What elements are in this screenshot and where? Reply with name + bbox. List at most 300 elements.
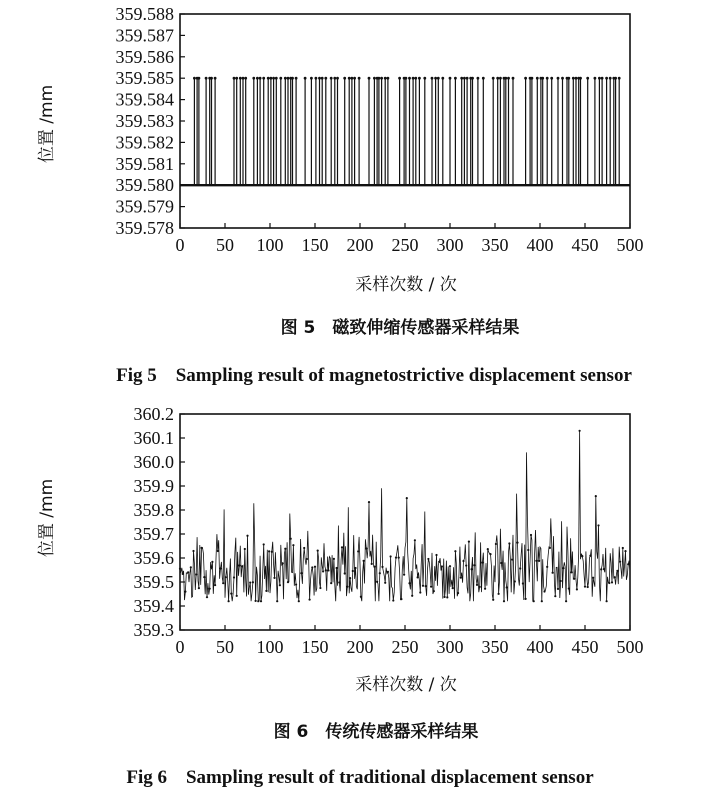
fig5-ytick-label: 359.587	[115, 25, 174, 46]
fig5-ytick-label: 359.582	[115, 132, 174, 153]
fig6-signal-point	[341, 546, 343, 548]
fig6-signal-point	[444, 596, 446, 598]
fig6-signal-point	[597, 524, 599, 526]
fig5-spike-point	[368, 77, 371, 80]
fig5-spike-point	[333, 77, 336, 80]
fig6-signal-point	[314, 566, 316, 568]
fig6-ytick-label: 360.0	[133, 452, 174, 472]
fig5-xtick-label: 250	[391, 235, 419, 255]
fig5-spike-point	[572, 77, 575, 80]
fig6-signal-point	[433, 590, 435, 592]
fig6-ytick-label: 360.2	[133, 404, 174, 424]
fig6-signal-point	[298, 600, 300, 602]
fig6-signal-point	[217, 550, 219, 552]
fig6-signal-point	[476, 584, 478, 586]
fig5-spike-point	[330, 77, 333, 80]
fig6-xtick-label: 500	[616, 637, 644, 657]
fig5-spike-point	[531, 77, 534, 80]
fig6-signal-point	[527, 549, 529, 551]
fig5-spike-point	[575, 77, 578, 80]
fig6-signal-point	[201, 547, 203, 549]
fig6-xtick-label: 50	[216, 637, 234, 657]
fig5-spike-point	[353, 77, 356, 80]
fig5-spike-point	[205, 77, 208, 80]
fig6-signal-point	[565, 600, 567, 602]
fig6-signal-point	[349, 577, 351, 579]
fig6-signal-point	[530, 534, 532, 536]
fig5-spike-point	[262, 77, 265, 80]
fig5-xtick-label: 450	[571, 235, 599, 255]
fig6-signal-point	[570, 571, 572, 573]
fig6-signal-point	[435, 554, 437, 556]
fig6-signal-point	[333, 558, 335, 560]
fig6-signal-point	[581, 555, 583, 557]
fig6-signal-point	[495, 543, 497, 545]
fig5-spike-point	[550, 77, 553, 80]
fig6-signal-point	[198, 587, 200, 589]
fig5-spike-point	[348, 77, 351, 80]
fig5-spike-point	[609, 77, 612, 80]
fig6-ytick-label: 359.8	[133, 500, 174, 520]
fig6-signal-point	[481, 561, 483, 563]
fig6-signal-point	[311, 566, 313, 568]
fig5-spike-point	[378, 77, 381, 80]
fig5-spike-point	[275, 77, 278, 80]
fig6-signal-point	[384, 582, 386, 584]
fig5-ylabel: 位置 /mm	[37, 84, 57, 164]
fig5-spike-point	[193, 77, 196, 80]
chart-fig6	[134, 404, 644, 657]
fig6-xtick-label: 250	[391, 637, 419, 657]
fig5-spike-point	[315, 77, 318, 80]
fig6-signal-point	[187, 571, 189, 573]
fig6-signal-point	[616, 570, 618, 572]
fig6-signal-point	[546, 566, 548, 568]
fig5-xtick-label: 150	[301, 235, 329, 255]
fig6-xtick-label: 300	[436, 637, 464, 657]
fig5-spike-point	[252, 77, 255, 80]
fig6-signal-point	[276, 600, 278, 602]
fig6-signal-point	[411, 595, 413, 597]
fig6-signal-point	[203, 576, 205, 578]
fig5-spike-point	[291, 77, 294, 80]
fig6-signal-point	[522, 582, 524, 584]
fig6-signal-point	[468, 541, 470, 543]
fig6-signal-point	[252, 581, 254, 583]
fig6-signal-point	[454, 550, 456, 552]
fig6-signal-point	[600, 568, 602, 570]
fig5-spike-point	[351, 77, 354, 80]
fig5-spike-point	[295, 77, 298, 80]
fig6-signal-point	[516, 541, 518, 543]
fig6-signal-point	[398, 557, 400, 559]
fig5-spike-point	[310, 77, 313, 80]
fig6-signal-point	[408, 582, 410, 584]
fig6-signal-point	[279, 584, 281, 586]
fig6-signal-point	[419, 591, 421, 593]
fig6-signal-point	[592, 577, 594, 579]
fig6-signal-point	[552, 572, 554, 574]
fig6-signal-point	[438, 561, 440, 563]
fig5-spike-point	[405, 77, 408, 80]
fig5-spike-point	[499, 77, 502, 80]
fig6-signal-point	[330, 582, 332, 584]
fig6-signal-point	[249, 581, 251, 583]
fig6-signal-point	[211, 561, 213, 563]
fig5-xtick-label: 200	[346, 235, 374, 255]
fig6-signal-point	[222, 582, 224, 584]
fig6-signal-point	[603, 568, 605, 570]
fig5-spike-point	[233, 77, 236, 80]
fig5-spike-point	[373, 77, 376, 80]
fig6-signal-point	[533, 600, 535, 602]
fig6-signal-point	[549, 547, 551, 549]
fig6-signal-point	[508, 542, 510, 544]
fig6-signal-point	[336, 567, 338, 569]
fig6-ytick-label: 359.7	[133, 524, 174, 544]
fig5-ytick-label: 359.586	[115, 46, 174, 67]
fig6-signal-point	[379, 572, 381, 574]
fig5-spike-point	[437, 77, 440, 80]
fig5-xtick-label: 500	[616, 235, 644, 255]
fig5-xtick-label: 400	[526, 235, 554, 255]
fig6-signal-point	[400, 598, 402, 600]
fig6-signal-point	[395, 556, 397, 558]
fig6-xtick-label: 0	[175, 637, 185, 657]
fig6-signal-point	[500, 562, 502, 564]
fig5-spike-point	[398, 77, 401, 80]
fig5-spike-point	[284, 77, 287, 80]
fig5-spike-point	[408, 77, 411, 80]
fig6-signal-point	[263, 543, 265, 545]
fig6-ytick-label: 359.9	[133, 476, 174, 496]
fig6-ytick-label: 359.4	[133, 596, 174, 616]
fig5-xlabel: 采样次数 / 次	[355, 275, 457, 295]
fig5-spike-point	[279, 77, 282, 80]
fig6-signal-point	[230, 593, 232, 595]
fig5-ytick-label: 359.583	[115, 111, 174, 131]
fig6-signal-point	[484, 588, 486, 590]
fig6-signal-point	[255, 600, 257, 602]
fig5-spike-point	[536, 77, 539, 80]
fig6-ytick-label: 359.6	[133, 548, 174, 568]
fig6-signal-point	[403, 574, 405, 576]
fig6-signal-point	[184, 591, 186, 593]
fig6-xtick-label: 200	[346, 637, 374, 657]
fig5-ytick-label: 359.580	[115, 175, 174, 196]
fig6-signal-point	[608, 582, 610, 584]
fig6-signal-point	[492, 599, 494, 601]
chart-fig5	[116, 4, 644, 255]
fig5-spike-point	[423, 77, 426, 80]
fig6-signal-point	[209, 588, 211, 590]
fig6-signal-point	[338, 581, 340, 583]
fig6-signal-point	[241, 565, 243, 567]
fig6-signal-point	[425, 585, 427, 587]
fig6-signal-point	[236, 595, 238, 597]
fig6-signal-point	[357, 550, 359, 552]
fig6-signal-point	[268, 550, 270, 552]
fig5-spike-point	[358, 77, 361, 80]
fig5-spike-point	[244, 77, 247, 80]
fig6-xtick-label: 400	[526, 637, 554, 657]
fig5-spike-point	[259, 77, 262, 80]
fig5-spike-point	[198, 77, 201, 80]
fig6-signal-point	[392, 599, 394, 601]
fig6-signal-point	[479, 586, 481, 588]
fig6-signal-point	[260, 600, 262, 602]
fig6-signal-point	[233, 576, 235, 578]
fig6-signal-point	[441, 565, 443, 567]
fig6-signal-point	[489, 553, 491, 555]
fig6-signal-point	[257, 600, 259, 602]
fig6-signal-point	[449, 565, 451, 567]
fig6-signal-point	[387, 571, 389, 573]
fig6-signal-point	[317, 550, 319, 552]
fig6-signal-point	[576, 588, 578, 590]
fig5-spike-point	[598, 77, 601, 80]
fig5-spike-point	[579, 77, 582, 80]
fig6-signal-point	[473, 564, 475, 566]
fig5-spike-point	[512, 77, 515, 80]
fig5-spike-point	[256, 77, 259, 80]
fig6-signal-point	[614, 576, 616, 578]
fig6-signal-point	[282, 562, 284, 564]
fig6-signal-point	[360, 596, 362, 598]
fig5-xtick-label: 350	[481, 235, 509, 255]
fig6-signal-point	[587, 586, 589, 588]
fig6-signal-point	[514, 580, 516, 582]
fig5-spike-point	[601, 77, 604, 80]
fig6-signal-point	[487, 548, 489, 550]
fig5-spike-point	[287, 77, 290, 80]
fig5-spike-point	[210, 77, 213, 80]
fig5-spike-point	[541, 77, 544, 80]
fig6-signal-point	[195, 573, 197, 575]
fig5-spike-point	[214, 77, 217, 80]
fig6-signal-point	[381, 566, 383, 568]
fig6-signal-point	[560, 580, 562, 582]
fig6-signal-point	[414, 539, 416, 541]
fig5-ytick-label: 359.579	[115, 196, 174, 217]
fig6-signal-point	[190, 566, 192, 568]
fig5-ytick-label: 359.578	[115, 218, 174, 238]
fig6-xtick-label: 350	[481, 637, 509, 657]
fig6-signal-point	[619, 561, 621, 563]
fig6-signal-point	[624, 550, 626, 552]
fig5-spike-point	[567, 77, 570, 80]
fig6-signal-point	[568, 587, 570, 589]
fig6-signal-point	[300, 572, 302, 574]
fig6-plot-frame	[180, 414, 630, 630]
fig6-ylabel: 位置 /mm	[37, 478, 57, 558]
fig6-signal-point	[192, 550, 194, 552]
fig6-signal-point	[225, 576, 227, 578]
fig5-xtick-label: 300	[436, 235, 464, 255]
fig6-signal-point	[452, 587, 454, 589]
fig6-xtick-label: 150	[301, 637, 329, 657]
fig6-ytick-label: 359.5	[133, 572, 174, 592]
fig5-spike-point	[524, 77, 527, 80]
fig5-spike-point	[387, 77, 390, 80]
fig5-spike-point	[318, 77, 321, 80]
fig6-signal-point	[228, 600, 230, 602]
fig5-ytick-label: 359.585	[115, 68, 174, 89]
fig6-signal-series	[180, 431, 630, 601]
fig6-signal-point	[371, 563, 373, 565]
fig5-spike-point	[441, 77, 444, 80]
fig6-signal-point	[503, 600, 505, 602]
fig5-spike-point	[471, 77, 474, 80]
fig5-spike-point	[546, 77, 549, 80]
fig6-signal-point	[535, 560, 537, 562]
fig6-signal-point	[295, 583, 297, 585]
fig5-spike-point	[242, 77, 245, 80]
fig5-spike-point	[605, 77, 608, 80]
fig5-spike-point	[477, 77, 480, 80]
fig5-spike-point	[618, 77, 621, 80]
fig6-signal-point	[498, 593, 500, 595]
fig6-signal-point	[579, 430, 581, 432]
fig6-signal-point	[271, 551, 273, 553]
fig5-xtick-label: 0	[175, 235, 185, 255]
fig5-spike-point	[272, 77, 275, 80]
fig6-signal-point	[446, 596, 448, 598]
fig5-spike-point	[507, 77, 510, 80]
fig6-signal-point	[214, 584, 216, 586]
fig6-caption-en: Fig 6 Sampling result of traditional displacement sensor	[126, 767, 594, 788]
fig6-signal-point	[543, 590, 545, 592]
fig6-signal-point	[206, 596, 208, 598]
fig5-spike-point	[594, 77, 597, 80]
fig5-xtick-label: 100	[256, 235, 284, 255]
fig5-spike-point	[418, 77, 421, 80]
fig5-spike-point	[324, 77, 327, 80]
fig6-signal-point	[430, 586, 432, 588]
fig5-spike-point	[431, 77, 434, 80]
fig5-ytick-label: 359.584	[115, 89, 174, 110]
fig6-signal-point	[352, 570, 354, 572]
fig5-spike-point	[586, 77, 589, 80]
fig6-signal-point	[465, 564, 467, 566]
fig6-signal-point	[319, 587, 321, 589]
fig5-spike-point	[321, 77, 324, 80]
fig5-spike-point	[454, 77, 457, 80]
fig6-signal-point	[365, 547, 367, 549]
fig6-ytick-label: 360.1	[133, 428, 174, 448]
fig6-signal-point	[427, 558, 429, 560]
fig5-spike-point	[270, 77, 273, 80]
fig6-caption-cn: 图 6 传统传感器采样结果	[273, 722, 479, 742]
fig6-signal-point	[589, 555, 591, 557]
fig5-spike-point	[239, 77, 242, 80]
fig6-signal-point	[622, 547, 624, 549]
fig5-spike-point	[343, 77, 346, 80]
fig6-signal-point	[265, 590, 267, 592]
fig6-signal-point	[327, 569, 329, 571]
fig6-signal-point	[541, 600, 543, 602]
fig5-ytick-label: 359.581	[115, 153, 174, 174]
fig5-spike-point	[614, 77, 617, 80]
fig6-signal-point	[309, 598, 311, 600]
fig6-signal-point	[519, 567, 521, 569]
fig6-signal-point	[460, 577, 462, 579]
fig6-signal-point	[287, 581, 289, 583]
fig6-signal-point	[284, 548, 286, 550]
fig5-spike-point	[557, 77, 560, 80]
fig6-xtick-label: 100	[256, 637, 284, 657]
fig5-ytick-label: 359.588	[115, 4, 174, 24]
fig5-spike-point	[496, 77, 499, 80]
fig6-signal-point	[627, 563, 629, 565]
fig5-spike-point	[304, 77, 307, 80]
fig6-signal-point	[562, 567, 564, 569]
fig6-signal-point	[354, 567, 356, 569]
fig6-signal-point	[406, 497, 408, 499]
fig6-xlabel: 采样次数 / 次	[355, 675, 457, 695]
fig6-signal-point	[422, 585, 424, 587]
fig6-signal-point	[182, 573, 184, 575]
fig6-signal-point	[525, 598, 527, 600]
fig6-signal-point	[303, 547, 305, 549]
fig6-ytick-label: 359.3	[133, 620, 174, 640]
fig6-signal-point	[346, 586, 348, 588]
fig6-signal-point	[595, 495, 597, 497]
fig5-spike-point	[466, 77, 469, 80]
fig5-spike-point	[434, 77, 437, 80]
fig5-spike-point	[414, 77, 417, 80]
fig5-spike-point	[463, 77, 466, 80]
fig6-signal-point	[246, 535, 248, 537]
fig5-spike-point	[460, 77, 463, 80]
fig5-xtick-label: 50	[216, 235, 234, 255]
fig6-signal-point	[273, 577, 275, 579]
fig6-signal-point	[462, 560, 464, 562]
fig5-spike-point	[384, 77, 387, 80]
fig6-signal-point	[390, 555, 392, 557]
fig6-signal-point	[611, 581, 613, 583]
fig6-signal-point	[538, 560, 540, 562]
fig6-signal-point	[322, 570, 324, 572]
fig5-caption-en: Fig 5 Sampling result of magnetostrictive displacement sensor	[116, 365, 632, 386]
fig6-signal-point	[219, 567, 221, 569]
fig5-spike-point	[412, 77, 415, 80]
fig6-signal-point	[471, 568, 473, 570]
fig6-signal-point	[511, 559, 513, 561]
fig6-signal-point	[557, 588, 559, 590]
fig6-signal-point	[344, 572, 346, 574]
fig6-signal-point	[179, 568, 181, 570]
fig5-spike-point	[561, 77, 564, 80]
fig5-spike-point	[336, 77, 339, 80]
fig6-signal-point	[368, 501, 370, 503]
fig6-signal-point	[238, 564, 240, 566]
fig5-spike-point	[482, 77, 485, 80]
fig6-signal-point	[457, 592, 459, 594]
fig6-signal-point	[584, 585, 586, 587]
fig6-signal-point	[506, 586, 508, 588]
fig6-signal-point	[417, 576, 419, 578]
fig5-spike-point	[504, 77, 507, 80]
fig6-signal-point	[554, 595, 556, 597]
fig6-signal-point	[376, 581, 378, 583]
fig5-spike-point	[267, 77, 270, 80]
fig6-signal-point	[306, 558, 308, 560]
fig6-signal-point	[573, 578, 575, 580]
fig6-signal-point	[325, 569, 327, 571]
fig5-spike-point	[235, 77, 238, 80]
fig5-spike-point	[449, 77, 452, 80]
